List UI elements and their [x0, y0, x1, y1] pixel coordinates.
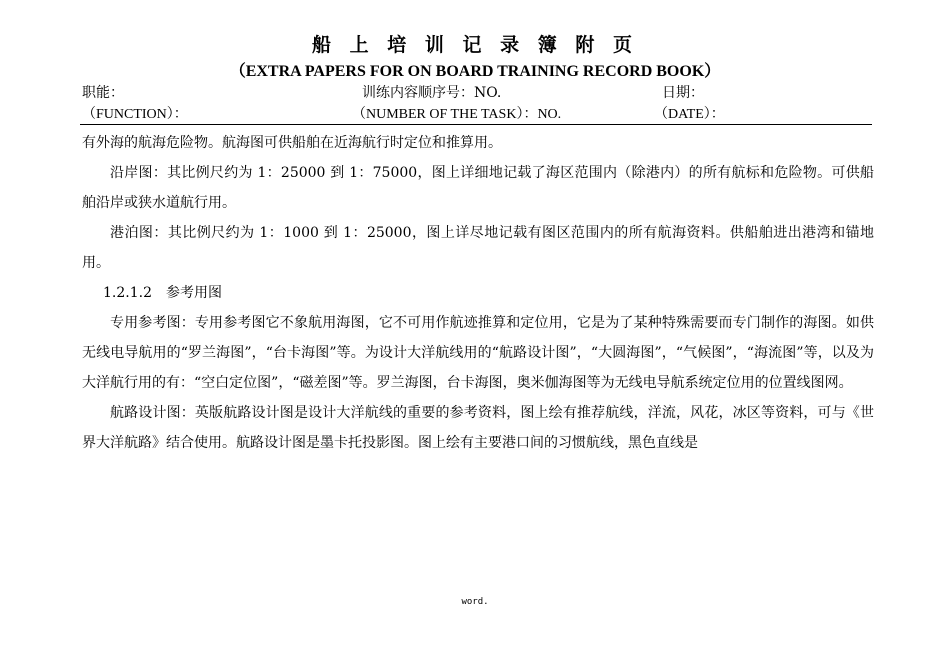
paragraph-1: 有外海的航海危险物。航海图可供船舶在近海航行时定位和推算用。	[82, 135, 502, 151]
date-label-en: （DATE）：	[654, 107, 725, 122]
paragraph-5: 航路设计图：英版航路设计图是设计大洋航线的重要的参考资料，图上绘有推荐航线，洋流，风花，冰区等资料，可与《世界大洋航路》结合使用。航路设计图是墨卡托投影图。图上绘有主要港口间的习惯航线，黑色直线是	[82, 405, 874, 451]
date-label: 日期：	[662, 85, 704, 101]
page-footer: word.	[461, 597, 489, 607]
paragraph-4: 专用参考图：专用参考图它不象航用海图，它不可用作航迹推算和定位用，它是为了某种特殊需要而专门制作的海图。如供无线电导航用的“罗兰海图”，“台卡海图”等。为设计大洋航线用的“航路设计图”，“大圆海图”，“气候图”，“海流图”等，以及为大洋航行用的有：“空白定位图”，“磁差图”等。罗兰海图，台卡海图，奥米伽海图等为无线电导航系统定位用的位置线图网。	[82, 315, 874, 391]
task-number-label: 训练内容顺序号：NO.	[362, 85, 502, 101]
paragraph-3: 港泊图：其比例尺约为 1：1000 到 1：25000，图上详尽地记载有图区范围内的所有航海资料。供船舶进出港湾和锚地用。	[82, 225, 874, 271]
function-label: 职能：	[82, 85, 124, 101]
task-number-label-en: （NUMBER OF THE TASK）：NO.	[352, 107, 562, 122]
section-heading: 1.2.1.2 参考用图	[103, 285, 222, 301]
paragraph-2: 沿岸图：其比例尺约为 1：25000 到 1：75000，图上详细地记载了海区范围内（除港内）的所有航标和危险物。可供船舶沿岸或狭水道航行用。	[82, 165, 874, 211]
header-divider	[80, 124, 872, 125]
page-subtitle: （EXTRA PAPERS FOR ON BOARD TRAINING RECORD BOOK）	[229, 63, 721, 80]
page-title: 船 上 培 训 记 录 簿 附 页	[312, 34, 638, 56]
function-label-en: （FUNCTION）：	[82, 107, 188, 122]
document-body	[82, 128, 874, 458]
